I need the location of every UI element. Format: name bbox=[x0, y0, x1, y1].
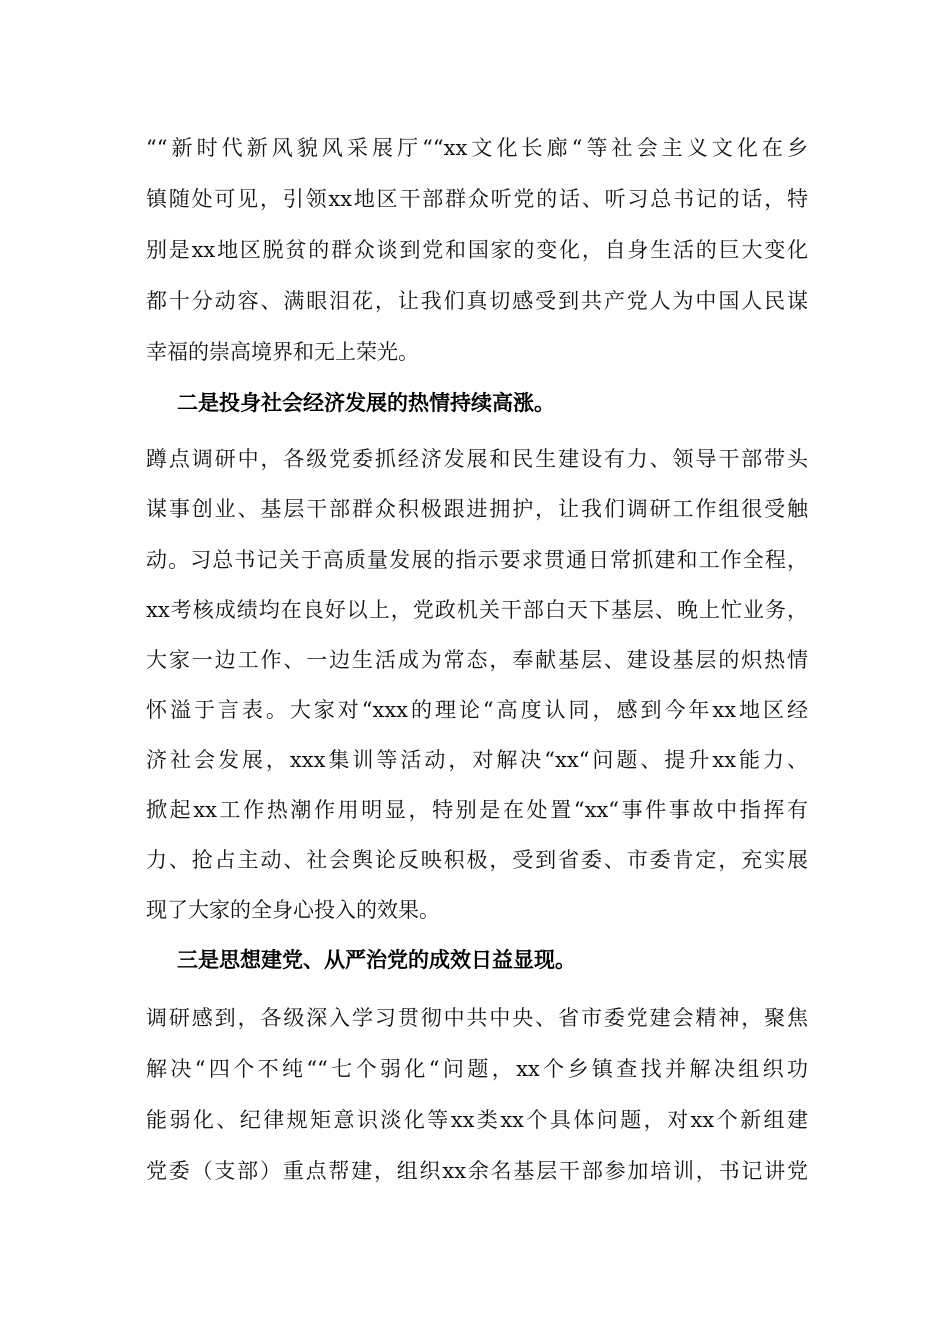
paragraph2-line: 蹲点调研中，各级党委抓经济发展和民生建设有力、领导干部带头 bbox=[146, 447, 808, 471]
paragraph2-line: 力、抢占主动、社会舆论反映积极，受到省委、市委肯定，充实展 bbox=[146, 848, 808, 872]
section-heading-2: 二是投身社会经济发展的热情持续高涨。 bbox=[177, 391, 555, 415]
paragraph2-line: 现了大家的全身心投入的效果。 bbox=[146, 898, 440, 922]
paragraph1-line: 别是xx地区脱贫的群众谈到党和国家的变化，自身生活的巨大变化 bbox=[146, 238, 808, 262]
paragraph1-line: 幸福的崇高境界和无上荣光。 bbox=[146, 340, 419, 364]
paragraph3-line: 调研感到，各级深入学习贯彻中共中央、省市委党建会精神，聚焦 bbox=[146, 1006, 808, 1030]
paragraph3-line: 党委（支部）重点帮建，组织xx余名基层干部参加培训，书记讲党 bbox=[146, 1159, 808, 1183]
paragraph2-line: 大家一边工作、一边生活成为常态，奉献基层、建设基层的炽热情 bbox=[146, 648, 808, 672]
paragraph2-line: 怀溢于言表。大家对“xxx的理论“高度认同，感到今年xx地区经 bbox=[146, 698, 808, 722]
section-heading-3: 三是思想建党、从严治党的成效日益显现。 bbox=[177, 948, 576, 972]
paragraph2-line: xx考核成绩均在良好以上，党政机关干部白天下基层、晚上忙业务， bbox=[146, 598, 808, 622]
paragraph2-line: 动。习总书记关于高质量发展的指示要求贯通日常抓建和工作全程， bbox=[146, 548, 808, 572]
paragraph3-line: 能弱化、纪律规矩意识淡化等xx类xx个具体问题，对xx个新组建 bbox=[146, 1108, 808, 1132]
paragraph3-line: 解决“四个不纯““七个弱化“问题，xx个乡镇查找并解决组织功 bbox=[146, 1057, 808, 1081]
paragraph1-line: 镇随处可见，引领xx地区干部群众听党的话、听习总书记的话，特 bbox=[146, 187, 808, 211]
paragraph2-line: 谋事创业、基层干部群众积极跟进拥护，让我们调研工作组很受触 bbox=[146, 497, 808, 521]
paragraph2-line: 济社会发展，xxx集训等活动，对解决“xx“问题、提升xx能力、 bbox=[146, 748, 808, 772]
paragraph1-line: 都十分动容、满眼泪花，让我们真切感受到共产党人为中国人民谋 bbox=[146, 289, 808, 313]
paragraph2-line: 掀起xx工作热潮作用明显，特别是在处置“xx“事件事故中指挥有 bbox=[146, 798, 808, 822]
paragraph1-line: ““新时代新风貌风采展厅““xx文化长廊“等社会主义文化在乡 bbox=[146, 136, 808, 160]
